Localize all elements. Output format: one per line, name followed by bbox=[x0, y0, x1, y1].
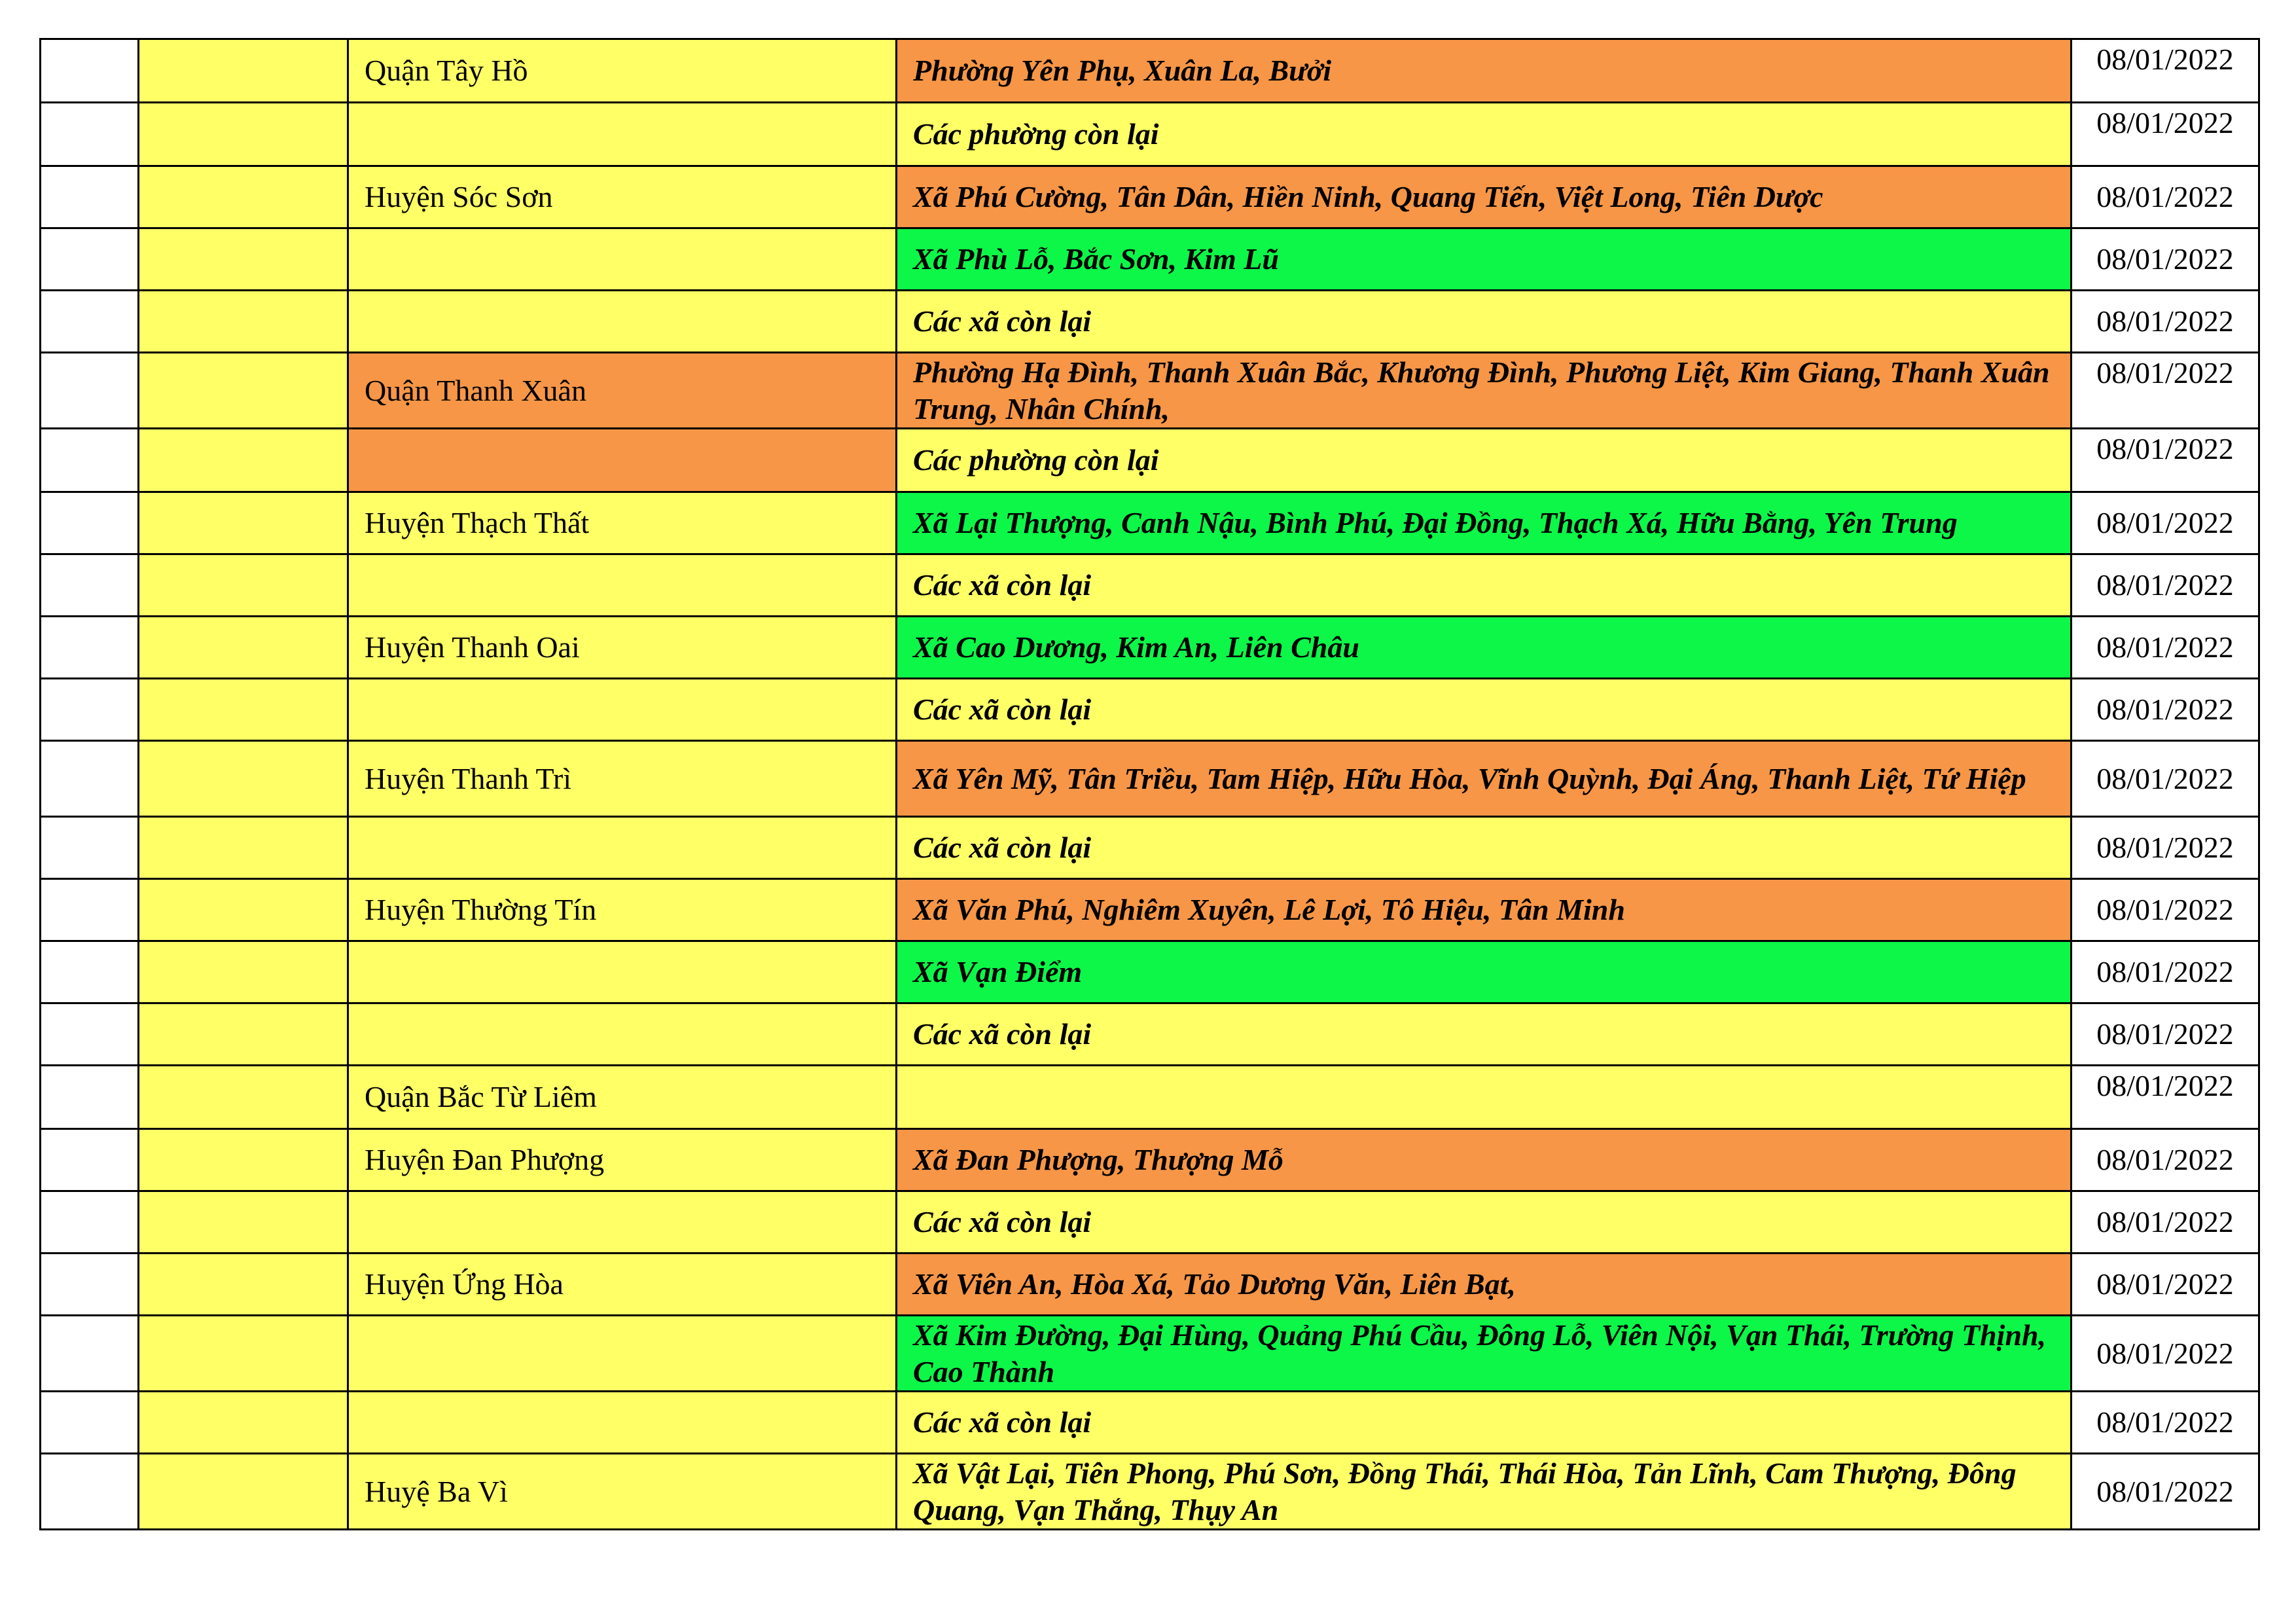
level-cell bbox=[139, 1066, 348, 1129]
table-row bbox=[41, 1129, 2259, 1191]
district-cell: Huyện Thạch Thất bbox=[348, 492, 897, 554]
level-cell bbox=[139, 879, 348, 941]
table-row bbox=[41, 1191, 2259, 1254]
table-row bbox=[41, 679, 2259, 741]
level-cell bbox=[139, 492, 348, 554]
date-cell: 08/01/2022 bbox=[2072, 291, 2259, 353]
area-cell bbox=[897, 1066, 2072, 1129]
district-cell bbox=[348, 941, 897, 1003]
table-row bbox=[41, 39, 2259, 103]
area-cell: Các phường còn lại bbox=[897, 429, 2072, 492]
level-cell bbox=[139, 1316, 348, 1392]
district-cell: Quận Tây Hồ bbox=[348, 39, 897, 103]
area-cell: Xã Vật Lại, Tiên Phong, Phú Sơn, Đồng Thái, Thái Hòa, Tản Lĩnh, Cam Thượng, Đông Quang, Vạn Thắng, Thụy An bbox=[897, 1454, 2072, 1530]
district-cell bbox=[348, 1191, 897, 1254]
district-cell bbox=[348, 817, 897, 879]
table-row bbox=[41, 1316, 2259, 1392]
index-cell bbox=[41, 1003, 139, 1066]
index-cell bbox=[41, 941, 139, 1003]
index-cell bbox=[41, 817, 139, 879]
district-status-table bbox=[39, 38, 2260, 1530]
table-row bbox=[41, 1066, 2259, 1129]
level-cell bbox=[139, 554, 348, 617]
date-cell: 08/01/2022 bbox=[2072, 1191, 2259, 1254]
area-cell: Xã Phù Lỗ, Bắc Sơn, Kim Lũ bbox=[897, 228, 2072, 291]
table-row bbox=[41, 879, 2259, 941]
area-cell: Xã Yên Mỹ, Tân Triều, Tam Hiệp, Hữu Hòa, Vĩnh Quỳnh, Đại Áng, Thanh Liệt, Tứ Hiệp bbox=[897, 741, 2072, 817]
level-cell bbox=[139, 741, 348, 817]
date-cell: 08/01/2022 bbox=[2072, 879, 2259, 941]
area-cell: Xã Cao Dương, Kim An, Liên Châu bbox=[897, 617, 2072, 679]
date-cell: 08/01/2022 bbox=[2072, 817, 2259, 879]
date-cell: 08/01/2022 bbox=[2072, 1254, 2259, 1316]
level-cell bbox=[139, 39, 348, 103]
table-row bbox=[41, 741, 2259, 817]
date-cell: 08/01/2022 bbox=[2072, 39, 2259, 103]
area-cell: Xã Phú Cường, Tân Dân, Hiền Ninh, Quang Tiến, Việt Long, Tiên Dược bbox=[897, 166, 2072, 228]
level-cell bbox=[139, 103, 348, 166]
district-cell bbox=[348, 1392, 897, 1454]
date-cell: 08/01/2022 bbox=[2072, 617, 2259, 679]
area-cell: Phường Yên Phụ, Xuân La, Bưởi bbox=[897, 39, 2072, 103]
level-cell bbox=[139, 1191, 348, 1254]
area-cell: Các xã còn lại bbox=[897, 817, 2072, 879]
level-cell bbox=[139, 1254, 348, 1316]
area-cell: Các xã còn lại bbox=[897, 554, 2072, 617]
date-cell: 08/01/2022 bbox=[2072, 103, 2259, 166]
index-cell bbox=[41, 492, 139, 554]
date-cell: 08/01/2022 bbox=[2072, 1066, 2259, 1129]
table-row bbox=[41, 1454, 2259, 1530]
index-cell bbox=[41, 228, 139, 291]
index-cell bbox=[41, 741, 139, 817]
table-row bbox=[41, 166, 2259, 228]
area-cell: Xã Kim Đường, Đại Hùng, Quảng Phú Cầu, Đông Lỗ, Viên Nội, Vạn Thái, Trường Thịnh, Cao Thành bbox=[897, 1316, 2072, 1392]
table-row bbox=[41, 617, 2259, 679]
date-cell: 08/01/2022 bbox=[2072, 353, 2259, 429]
date-cell: 08/01/2022 bbox=[2072, 492, 2259, 554]
level-cell bbox=[139, 1392, 348, 1454]
district-cell bbox=[348, 1003, 897, 1066]
area-cell: Xã Đan Phượng, Thượng Mỗ bbox=[897, 1129, 2072, 1191]
date-cell: 08/01/2022 bbox=[2072, 1454, 2259, 1530]
table-row bbox=[41, 554, 2259, 617]
area-cell: Các xã còn lại bbox=[897, 1003, 2072, 1066]
area-cell: Xã Lại Thượng, Canh Nậu, Bình Phú, Đại Đồng, Thạch Xá, Hữu Bằng, Yên Trung bbox=[897, 492, 2072, 554]
level-cell bbox=[139, 353, 348, 429]
date-cell: 08/01/2022 bbox=[2072, 1316, 2259, 1392]
index-cell bbox=[41, 291, 139, 353]
table-row bbox=[41, 492, 2259, 554]
index-cell bbox=[41, 879, 139, 941]
district-cell: Quận Bắc Từ Liêm bbox=[348, 1066, 897, 1129]
level-cell bbox=[139, 817, 348, 879]
area-cell: Các xã còn lại bbox=[897, 1191, 2072, 1254]
district-cell bbox=[348, 291, 897, 353]
area-cell: Xã Văn Phú, Nghiêm Xuyên, Lê Lợi, Tô Hiệu, Tân Minh bbox=[897, 879, 2072, 941]
date-cell: 08/01/2022 bbox=[2072, 679, 2259, 741]
table-row bbox=[41, 1003, 2259, 1066]
date-cell: 08/01/2022 bbox=[2072, 166, 2259, 228]
district-cell: Huyện Thường Tín bbox=[348, 879, 897, 941]
district-cell bbox=[348, 679, 897, 741]
level-cell bbox=[139, 166, 348, 228]
index-cell bbox=[41, 617, 139, 679]
table-row bbox=[41, 1254, 2259, 1316]
district-cell: Huyện Ứng Hòa bbox=[348, 1254, 897, 1316]
district-cell bbox=[348, 1316, 897, 1392]
index-cell bbox=[41, 1191, 139, 1254]
index-cell bbox=[41, 1316, 139, 1392]
table-row bbox=[41, 103, 2259, 166]
district-cell: Huyện Thanh Oai bbox=[348, 617, 897, 679]
table-row bbox=[41, 1392, 2259, 1454]
date-cell: 08/01/2022 bbox=[2072, 228, 2259, 291]
index-cell bbox=[41, 166, 139, 228]
index-cell bbox=[41, 679, 139, 741]
table-row bbox=[41, 291, 2259, 353]
date-cell: 08/01/2022 bbox=[2072, 1392, 2259, 1454]
area-cell: Các xã còn lại bbox=[897, 1392, 2072, 1454]
table-row bbox=[41, 429, 2259, 492]
level-cell bbox=[139, 1003, 348, 1066]
district-cell: Huyện Đan Phượng bbox=[348, 1129, 897, 1191]
level-cell bbox=[139, 228, 348, 291]
level-cell bbox=[139, 617, 348, 679]
district-cell bbox=[348, 228, 897, 291]
index-cell bbox=[41, 429, 139, 492]
level-cell bbox=[139, 679, 348, 741]
date-cell: 08/01/2022 bbox=[2072, 741, 2259, 817]
area-cell: Các phường còn lại bbox=[897, 103, 2072, 166]
district-cell bbox=[348, 554, 897, 617]
district-cell: Huyện Thanh Trì bbox=[348, 741, 897, 817]
level-cell bbox=[139, 941, 348, 1003]
date-cell: 08/01/2022 bbox=[2072, 1129, 2259, 1191]
table-row bbox=[41, 353, 2259, 429]
district-cell: Huyệ Ba Vì bbox=[348, 1454, 897, 1530]
district-cell bbox=[348, 429, 897, 492]
index-cell bbox=[41, 39, 139, 103]
index-cell bbox=[41, 1129, 139, 1191]
date-cell: 08/01/2022 bbox=[2072, 429, 2259, 492]
district-cell: Quận Thanh Xuân bbox=[348, 353, 897, 429]
district-cell bbox=[348, 103, 897, 166]
table-row bbox=[41, 228, 2259, 291]
index-cell bbox=[41, 1254, 139, 1316]
area-cell: Các xã còn lại bbox=[897, 291, 2072, 353]
date-cell: 08/01/2022 bbox=[2072, 554, 2259, 617]
level-cell bbox=[139, 1129, 348, 1191]
level-cell bbox=[139, 291, 348, 353]
area-cell: Các xã còn lại bbox=[897, 679, 2072, 741]
district-cell: Huyện Sóc Sơn bbox=[348, 166, 897, 228]
table-body bbox=[41, 39, 2259, 1530]
area-cell: Xã Viên An, Hòa Xá, Tảo Dương Văn, Liên Bạt, bbox=[897, 1254, 2072, 1316]
date-cell: 08/01/2022 bbox=[2072, 1003, 2259, 1066]
level-cell bbox=[139, 429, 348, 492]
table-row bbox=[41, 941, 2259, 1003]
index-cell bbox=[41, 554, 139, 617]
date-cell: 08/01/2022 bbox=[2072, 941, 2259, 1003]
index-cell bbox=[41, 1454, 139, 1530]
index-cell bbox=[41, 103, 139, 166]
area-cell: Xã Vạn Điểm bbox=[897, 941, 2072, 1003]
level-cell bbox=[139, 1454, 348, 1530]
index-cell bbox=[41, 1392, 139, 1454]
area-cell: Phường Hạ Đình, Thanh Xuân Bắc, Khương Đình, Phương Liệt, Kim Giang, Thanh Xuân Trung, Nhân Chính, bbox=[897, 353, 2072, 429]
index-cell bbox=[41, 1066, 139, 1129]
index-cell bbox=[41, 353, 139, 429]
table-row bbox=[41, 817, 2259, 879]
